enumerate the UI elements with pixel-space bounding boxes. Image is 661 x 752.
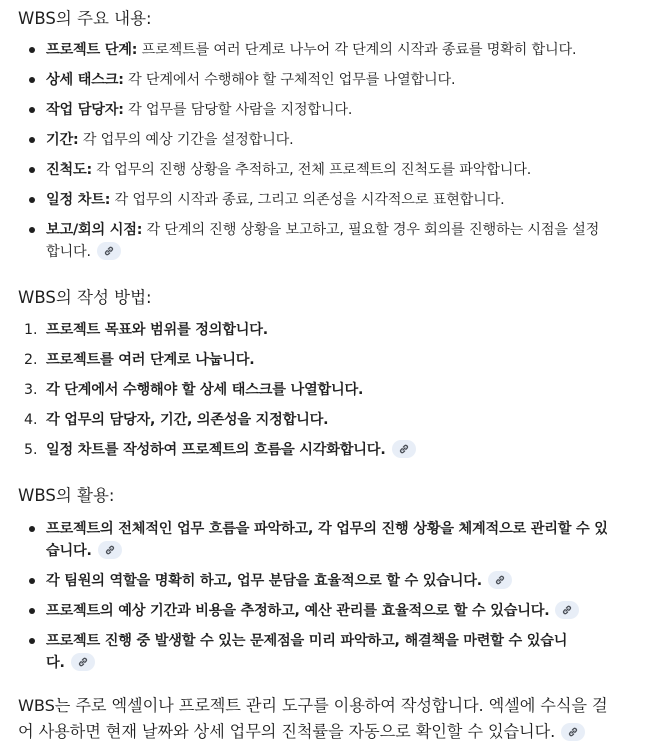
source-link-chip[interactable]	[561, 723, 585, 741]
list-item-text: 각 업무의 진행 상황을 추적하고, 전체 프로젝트의 진척도를 파악합니다.	[92, 162, 532, 178]
list-item-term: 일정 차트:	[46, 192, 111, 208]
list-item	[46, 319, 650, 341]
list-item	[46, 219, 650, 263]
list-item-text-cont: 습니다.	[46, 543, 92, 559]
list-item-text: 프로젝트 목표와 범위를 정의합니다.	[46, 322, 268, 338]
list-item-text: 프로젝트를 여러 단계로 나눕니다.	[46, 352, 255, 368]
link-icon	[398, 443, 410, 455]
list-item	[46, 349, 650, 371]
source-link-chip[interactable]	[97, 242, 121, 260]
source-link-chip[interactable]	[71, 653, 95, 671]
source-link-chip[interactable]	[392, 440, 416, 458]
list-item	[46, 99, 650, 121]
list-item-text: 프로젝트 진행 중 발생할 수 있는 문제점을 미리 파악하고, 해결책을 마련할 수 있습니	[46, 633, 568, 649]
list-item	[46, 518, 650, 562]
list-item-text: 각 업무의 담당자, 기간, 의존성을 지정합니다.	[46, 412, 329, 428]
bullet	[29, 608, 35, 614]
list-item-text: 프로젝트의 예상 기간과 비용을 추정하고, 예산 관리를 효율적으로 할 수 있습니다.	[46, 603, 550, 619]
list-item-text: 프로젝트를 여러 단계로 나누어 각 단계의 시작과 종료를 명확히 합니다.	[137, 42, 577, 58]
list-item	[46, 379, 650, 401]
source-link-chip[interactable]	[555, 601, 579, 619]
list-item-text-cont: 다.	[46, 655, 65, 671]
list-item	[46, 189, 650, 211]
bullet	[29, 137, 35, 143]
list-number: 5.	[24, 442, 38, 458]
bullet	[29, 227, 35, 233]
list-item	[46, 570, 650, 592]
bullet	[29, 47, 35, 53]
bullet	[29, 578, 35, 584]
list-item	[46, 129, 650, 151]
list-item-text: 각 업무를 담당할 사람을 지정합니다.	[123, 102, 353, 118]
link-icon	[104, 544, 116, 556]
bullet	[29, 197, 35, 203]
list-number: 2.	[24, 352, 38, 368]
list-number: 1.	[24, 322, 38, 338]
list-item-text: 각 업무의 시작과 종료, 그리고 의존성을 시각적으로 표현합니다.	[110, 192, 505, 208]
list-item-term: 기간:	[46, 132, 79, 148]
link-icon	[77, 656, 89, 668]
list-item-term: 상세 태스크:	[46, 72, 124, 88]
list-item	[46, 439, 650, 461]
list-item	[46, 39, 650, 61]
link-icon	[567, 726, 579, 738]
section-heading-usage: WBS의 활용:	[18, 486, 115, 505]
paragraph-line: 어 사용하면 현재 날짜와 상세 업무의 진척률을 자동으로 확인할 수 있습니다.	[18, 722, 556, 741]
list-item-term: 보고/회의 시점:	[46, 222, 143, 238]
section-heading-main-contents: WBS의 주요 내용:	[18, 9, 152, 28]
list-item	[46, 630, 650, 674]
link-icon	[561, 604, 573, 616]
link-icon	[494, 574, 506, 586]
list-item-text: 일정 차트를 작성하여 프로젝트의 흐름을 시각화합니다.	[46, 442, 386, 458]
list-item-text: 각 팀원의 역할을 명확히 하고, 업무 분담을 효율적으로 할 수 있습니다.	[46, 573, 482, 589]
list-item-text: 각 단계의 진행 상황을 보고하고, 필요할 경우 회의를 진행하는 시점을 설정	[142, 222, 600, 238]
bullet	[29, 167, 35, 173]
section-heading-how-to-write: WBS의 작성 방법:	[18, 288, 152, 307]
list-number: 4.	[24, 412, 38, 428]
source-link-chip[interactable]	[488, 571, 512, 589]
list-item-term: 프로젝트 단계:	[46, 42, 138, 58]
list-item-term: 작업 담당자:	[46, 102, 124, 118]
list-item	[46, 409, 650, 431]
list-item-term: 진척도:	[46, 162, 92, 178]
list-item-text: 각 단계에서 수행해야 할 상세 태스크를 나열합니다.	[46, 382, 364, 398]
list-item-text-cont: 합니다.	[46, 244, 91, 260]
source-link-chip[interactable]	[98, 541, 122, 559]
closing-paragraph	[18, 693, 650, 745]
list-item-text: 각 단계에서 수행해야 할 구체적인 업무를 나열합니다.	[123, 72, 456, 88]
list-item	[46, 159, 650, 181]
list-item	[46, 69, 650, 91]
bullet	[29, 77, 35, 83]
list-number: 3.	[24, 382, 38, 398]
link-icon	[103, 245, 115, 257]
paragraph-line: WBS는 주로 엑셀이나 프로젝트 관리 도구를 이용하여 작성합니다. 엑셀에 수식을 걸	[18, 696, 608, 715]
list-item	[46, 600, 650, 622]
list-item-text: 프로젝트의 전체적인 업무 흐름을 파악하고, 각 업무의 진행 상황을 체계적으로 관리할 수 있	[46, 521, 608, 537]
bullet	[29, 526, 35, 532]
list-item-text: 각 업무의 예상 기간을 설정합니다.	[78, 132, 294, 148]
bullet	[29, 638, 35, 644]
bullet	[29, 107, 35, 113]
